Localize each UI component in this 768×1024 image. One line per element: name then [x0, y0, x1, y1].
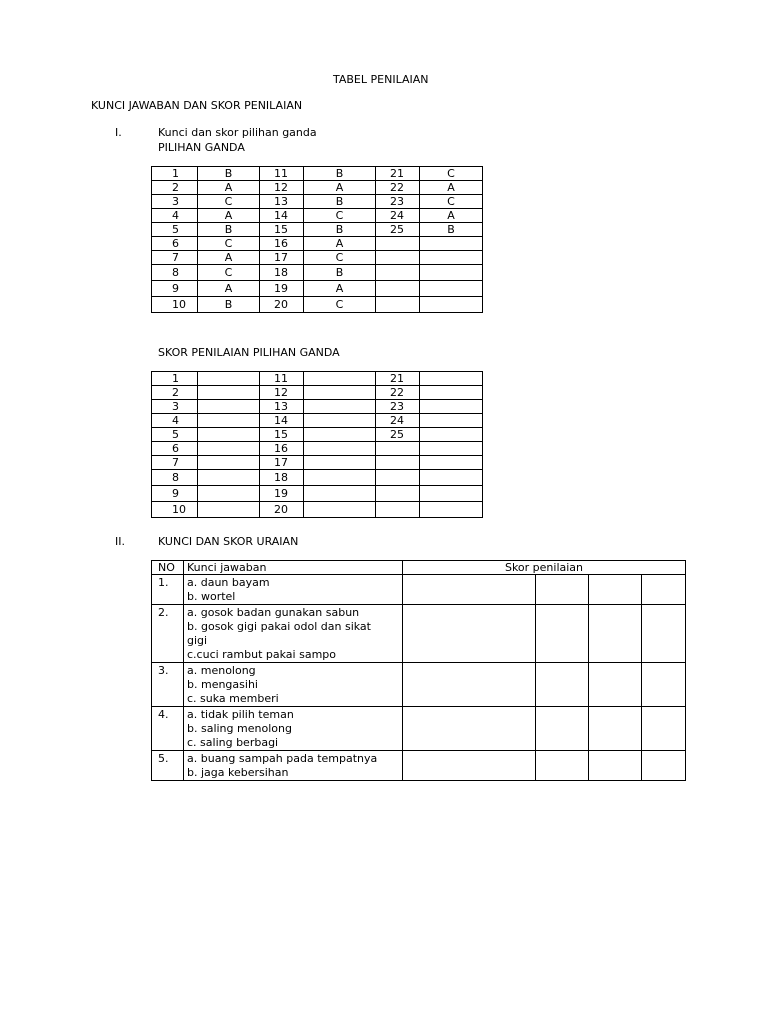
essay-row — [152, 751, 686, 781]
score-section-heading: SKOR PENILAIAN PILIHAN GANDA — [158, 346, 340, 359]
answer-key-cell: 19 — [260, 281, 304, 297]
score-cell: 20 — [260, 502, 304, 518]
answer-key-cell: 2 — [152, 181, 198, 195]
answer-line: a. gosok badan gunakan sabun — [187, 606, 360, 619]
answer-key-row — [152, 209, 483, 223]
answer-line: a. tidak pilih teman — [187, 708, 294, 721]
answer-key-cell: 23 — [376, 195, 420, 209]
score-cell — [198, 386, 260, 400]
answer-line: b. jaga kebersihan — [187, 766, 289, 779]
score-cell: 16 — [260, 442, 304, 456]
score-cell — [198, 372, 260, 386]
score-cell — [420, 456, 483, 470]
essay-score-cell — [536, 751, 589, 781]
score-cell — [304, 428, 376, 442]
essay-score-cell — [403, 707, 536, 751]
answer-key-cell: B — [198, 223, 260, 237]
essay-score-cell — [403, 663, 536, 707]
essay-score-cell — [642, 751, 686, 781]
score-cell — [198, 456, 260, 470]
answer-key-cell: 24 — [376, 209, 420, 223]
score-cell — [198, 442, 260, 456]
answer-key-row — [152, 281, 483, 297]
answer-key-cell: A — [420, 209, 483, 223]
answer-key-cell: A — [304, 281, 376, 297]
essay-answer-key — [184, 605, 403, 663]
answer-key-row — [152, 181, 483, 195]
answer-key-cell — [376, 297, 420, 313]
answer-key-cell: B — [304, 195, 376, 209]
answer-key-cell: B — [304, 223, 376, 237]
score-cell: 2 — [152, 386, 198, 400]
section-2-numeral: II. — [115, 535, 125, 548]
score-cell — [420, 372, 483, 386]
answer-line: b. mengasihi — [187, 678, 258, 691]
score-cell — [420, 502, 483, 518]
score-cell: 19 — [260, 486, 304, 502]
score-cell: 23 — [376, 400, 420, 414]
score-cell: 3 — [152, 400, 198, 414]
answer-key-cell: A — [304, 181, 376, 195]
answer-line: a. buang sampah pada tempatnya — [187, 752, 378, 765]
essay-score-cell — [536, 575, 589, 605]
essay-number: 5. — [152, 751, 184, 781]
score-cell — [198, 414, 260, 428]
section-1-heading: Kunci dan skor pilihan ganda — [158, 126, 317, 139]
score-cell: 17 — [260, 456, 304, 470]
answer-key-cell: 14 — [260, 209, 304, 223]
section-1-numeral: I. — [115, 126, 122, 139]
score-row — [152, 486, 483, 502]
score-cell: 15 — [260, 428, 304, 442]
score-cell — [420, 470, 483, 486]
score-cell — [304, 456, 376, 470]
answer-key-cell: C — [420, 195, 483, 209]
score-cell — [376, 456, 420, 470]
score-cell — [376, 470, 420, 486]
header-no: NO — [152, 561, 184, 575]
answer-line: b. saling menolong — [187, 722, 292, 735]
essay-score-cell — [536, 605, 589, 663]
score-cell — [304, 400, 376, 414]
answer-line: c.cuci rambut pakai sampo — [187, 648, 336, 661]
answer-key-cell: 5 — [152, 223, 198, 237]
essay-score-cell — [642, 605, 686, 663]
answer-key-cell: C — [304, 209, 376, 223]
answer-key-cell — [420, 251, 483, 265]
answer-key-cell: A — [198, 181, 260, 195]
score-row — [152, 428, 483, 442]
score-cell — [304, 414, 376, 428]
score-cell — [420, 400, 483, 414]
answer-key-row — [152, 251, 483, 265]
answer-key-cell: C — [198, 237, 260, 251]
answer-key-cell: B — [420, 223, 483, 237]
answer-key-cell: 18 — [260, 265, 304, 281]
score-cell: 11 — [260, 372, 304, 386]
answer-key-cell: 15 — [260, 223, 304, 237]
essay-score-cell — [589, 707, 642, 751]
score-row — [152, 442, 483, 456]
essay-number: 4. — [152, 707, 184, 751]
answer-key-cell: A — [198, 281, 260, 297]
score-cell — [198, 502, 260, 518]
score-cell: 14 — [260, 414, 304, 428]
score-row — [152, 414, 483, 428]
essay-score-cell — [642, 663, 686, 707]
score-cell — [420, 442, 483, 456]
answer-key-cell: 10 — [152, 297, 198, 313]
document-title: TABEL PENILAIAN — [333, 73, 429, 86]
essay-number: 3. — [152, 663, 184, 707]
essay-score-cell — [589, 605, 642, 663]
answer-key-cell: 11 — [260, 167, 304, 181]
answer-key-cell: 3 — [152, 195, 198, 209]
score-cell — [420, 486, 483, 502]
score-row — [152, 400, 483, 414]
answer-key-cell — [420, 265, 483, 281]
score-cell: 13 — [260, 400, 304, 414]
section-1-subheading: PILIHAN GANDA — [158, 141, 245, 154]
score-row — [152, 456, 483, 470]
score-cell: 4 — [152, 414, 198, 428]
answer-key-table — [151, 166, 483, 313]
answer-key-cell: C — [304, 251, 376, 265]
answer-key-cell: 21 — [376, 167, 420, 181]
essay-score-cell — [403, 605, 536, 663]
score-cell — [376, 442, 420, 456]
score-cell — [420, 414, 483, 428]
answer-key-cell: 22 — [376, 181, 420, 195]
score-cell: 1 — [152, 372, 198, 386]
essay-header-row — [152, 561, 686, 575]
answer-line: b. gosok gigi pakai odol dan sikat — [187, 620, 371, 633]
score-cell — [304, 372, 376, 386]
answer-key-row — [152, 297, 483, 313]
score-cell — [304, 502, 376, 518]
essay-score-cell — [642, 575, 686, 605]
answer-line: c. suka memberi — [187, 692, 279, 705]
answer-key-cell: 17 — [260, 251, 304, 265]
score-cell: 25 — [376, 428, 420, 442]
score-cell: 9 — [152, 486, 198, 502]
answer-key-cell — [376, 251, 420, 265]
score-cell — [304, 470, 376, 486]
answer-key-cell: A — [198, 251, 260, 265]
answer-key-cell: C — [198, 265, 260, 281]
score-row — [152, 502, 483, 518]
answer-key-cell — [376, 237, 420, 251]
answer-key-cell — [420, 297, 483, 313]
answer-key-cell: 25 — [376, 223, 420, 237]
answer-key-cell: B — [304, 167, 376, 181]
section-2-heading: KUNCI DAN SKOR URAIAN — [158, 535, 299, 548]
answer-key-cell: C — [420, 167, 483, 181]
essay-row — [152, 707, 686, 751]
score-table — [151, 371, 483, 518]
score-cell: 10 — [152, 502, 198, 518]
answer-key-cell — [376, 265, 420, 281]
essay-answer-key — [184, 575, 403, 605]
score-cell — [304, 486, 376, 502]
answer-key-cell — [420, 237, 483, 251]
answer-key-row — [152, 195, 483, 209]
essay-score-cell — [589, 751, 642, 781]
essay-score-cell — [536, 663, 589, 707]
essay-score-cell — [589, 575, 642, 605]
answer-line: c. saling berbagi — [187, 736, 279, 749]
essay-score-cell — [536, 707, 589, 751]
score-cell: 7 — [152, 456, 198, 470]
answer-key-cell: 6 — [152, 237, 198, 251]
essay-key-table — [151, 560, 686, 781]
score-row — [152, 372, 483, 386]
essay-score-cell — [403, 751, 536, 781]
score-cell — [304, 386, 376, 400]
answer-key-cell: 16 — [260, 237, 304, 251]
score-cell: 5 — [152, 428, 198, 442]
answer-key-cell — [420, 281, 483, 297]
essay-number: 2. — [152, 605, 184, 663]
essay-score-cell — [403, 575, 536, 605]
answer-key-cell: A — [420, 181, 483, 195]
answer-key-row — [152, 237, 483, 251]
essay-row — [152, 663, 686, 707]
essay-answer-key — [184, 707, 403, 751]
answer-key-cell: A — [304, 237, 376, 251]
essay-answer-key — [184, 663, 403, 707]
essay-row — [152, 605, 686, 663]
score-cell — [198, 470, 260, 486]
score-cell — [304, 442, 376, 456]
answer-key-cell — [376, 281, 420, 297]
document-subtitle: KUNCI JAWABAN DAN SKOR PENILAIAN — [91, 99, 303, 112]
essay-score-cell — [642, 707, 686, 751]
answer-line: b. wortel — [187, 590, 236, 603]
score-row — [152, 470, 483, 486]
header-kunci-jawaban: Kunci jawaban — [184, 561, 403, 575]
score-cell: 21 — [376, 372, 420, 386]
answer-key-cell: C — [198, 195, 260, 209]
header-skor-penilaian: Skor penilaian — [403, 561, 686, 575]
answer-key-cell: 13 — [260, 195, 304, 209]
answer-key-cell: 12 — [260, 181, 304, 195]
score-cell: 6 — [152, 442, 198, 456]
essay-number: 1. — [152, 575, 184, 605]
score-cell: 8 — [152, 470, 198, 486]
score-cell: 18 — [260, 470, 304, 486]
score-row — [152, 386, 483, 400]
score-cell — [420, 386, 483, 400]
answer-key-cell: 1 — [152, 167, 198, 181]
score-cell — [376, 502, 420, 518]
answer-key-cell: 20 — [260, 297, 304, 313]
answer-key-cell: C — [304, 297, 376, 313]
score-cell: 12 — [260, 386, 304, 400]
answer-key-cell: 7 — [152, 251, 198, 265]
answer-key-cell: B — [198, 167, 260, 181]
answer-key-cell: B — [304, 265, 376, 281]
answer-key-cell: 4 — [152, 209, 198, 223]
score-cell — [198, 486, 260, 502]
answer-key-row — [152, 223, 483, 237]
score-cell — [198, 428, 260, 442]
essay-score-cell — [589, 663, 642, 707]
answer-key-row — [152, 265, 483, 281]
score-cell: 24 — [376, 414, 420, 428]
answer-key-cell: A — [198, 209, 260, 223]
score-cell — [198, 400, 260, 414]
score-cell — [376, 486, 420, 502]
answer-line: a. daun bayam — [187, 576, 270, 589]
answer-line: gigi — [187, 634, 208, 647]
score-cell — [420, 428, 483, 442]
answer-line: a. menolong — [187, 664, 256, 677]
answer-key-cell: 9 — [152, 281, 198, 297]
score-cell: 22 — [376, 386, 420, 400]
answer-key-row — [152, 167, 483, 181]
essay-answer-key — [184, 751, 403, 781]
answer-key-cell: 8 — [152, 265, 198, 281]
answer-key-cell: B — [198, 297, 260, 313]
essay-row — [152, 575, 686, 605]
